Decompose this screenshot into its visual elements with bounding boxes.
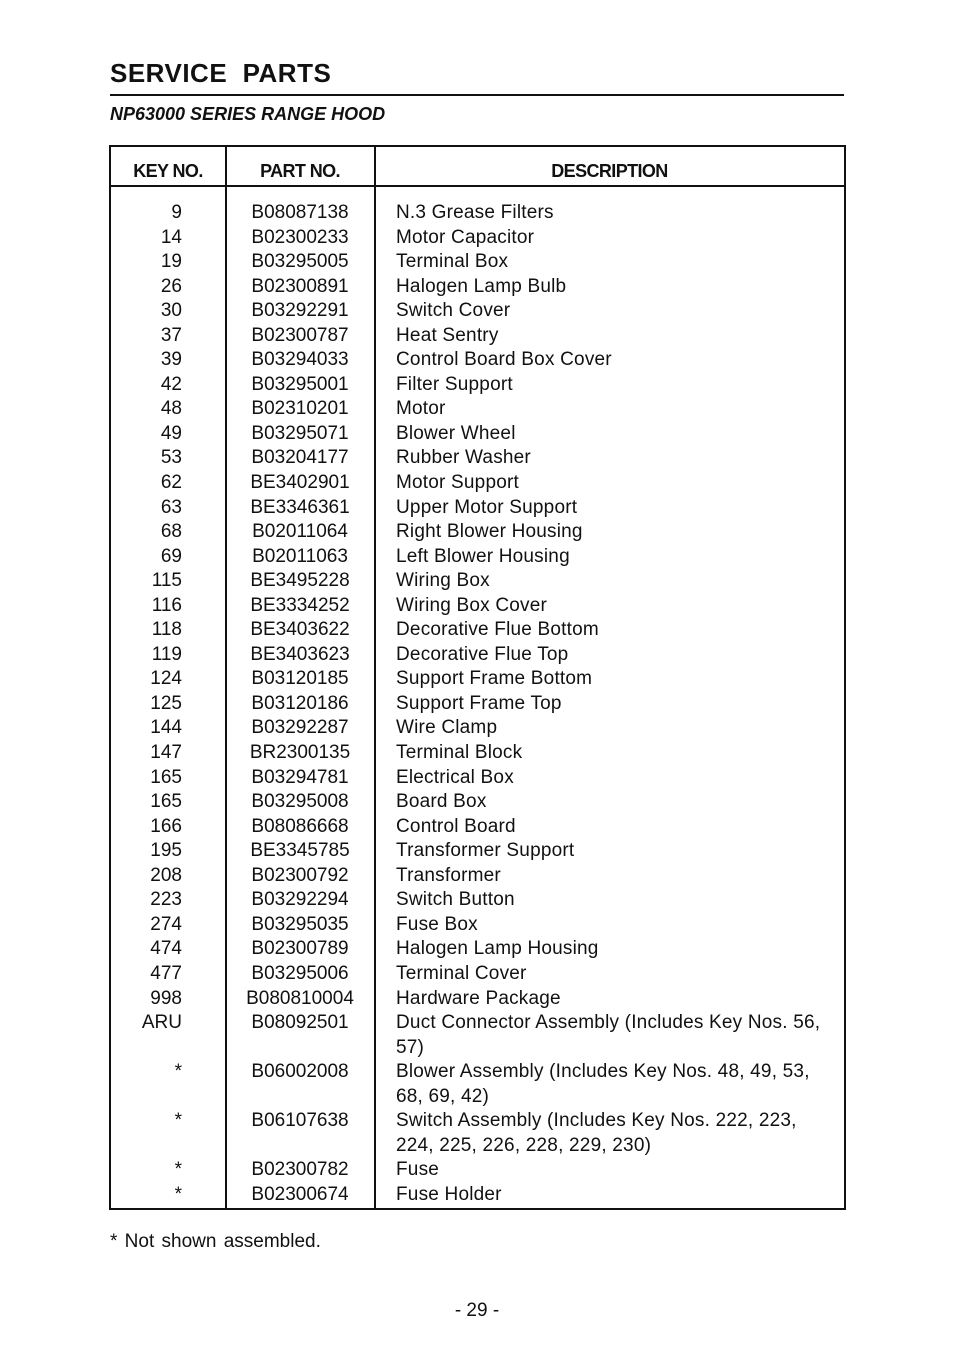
- part-no-cell: B03204177: [251, 447, 349, 469]
- table-row: [111, 496, 844, 521]
- key-no-cell: 166: [150, 815, 182, 837]
- key-no-cell: 53: [160, 447, 182, 469]
- part-no-cell: BE3495228: [250, 570, 350, 592]
- table-row: [111, 643, 844, 668]
- key-no-cell: 474: [150, 938, 182, 960]
- part-no-cell: B03294033: [251, 349, 349, 371]
- description-cell: Fuse: [396, 1159, 440, 1181]
- part-no-cell: B03292291: [251, 300, 349, 322]
- key-no-cell: 165: [150, 766, 182, 788]
- key-no-cell: 208: [150, 864, 182, 886]
- key-no-cell: 223: [150, 889, 182, 911]
- title-divider: [110, 94, 844, 96]
- part-no-cell: B02300891: [251, 275, 349, 297]
- key-no-cell: 9: [171, 202, 182, 223]
- description-cell: Halogen Lamp Bulb: [396, 275, 567, 297]
- table-row: [111, 716, 844, 741]
- table-row: [111, 471, 844, 496]
- table-row: [111, 275, 844, 300]
- description-cell: Transformer Support: [396, 840, 575, 862]
- page-number: - 29 -: [454, 1300, 500, 1321]
- table-row: [111, 937, 844, 962]
- description-cell: Support Frame Top: [396, 692, 562, 714]
- description-cell: Right Blower Housing: [396, 521, 583, 543]
- table-row: [111, 1060, 844, 1109]
- key-no-cell: 48: [160, 398, 182, 420]
- key-no-cell: 124: [150, 668, 182, 690]
- column-header-part-no: PART NO.: [260, 161, 340, 181]
- description-cell: Decorative Flue Top: [396, 643, 569, 665]
- description-cell: Switch Assembly (Includes Key Nos. 222, 223, 224, 225, 226, 228, 229, 230): [396, 1110, 797, 1156]
- key-no-cell: *: [174, 1061, 182, 1083]
- table-row: [111, 815, 844, 840]
- table-row: [111, 1011, 844, 1060]
- description-cell: Terminal Block: [396, 742, 523, 764]
- table-row: [111, 962, 844, 987]
- key-no-cell: 37: [160, 324, 182, 346]
- table-row: [111, 618, 844, 643]
- description-cell: Duct Connector Assembly (Includes Key Nos. 56, 57): [396, 1012, 821, 1058]
- part-no-cell: BE3403622: [250, 619, 350, 641]
- key-no-cell: 26: [160, 275, 182, 297]
- description-cell: Wire Clamp: [396, 717, 498, 739]
- table-row: [111, 201, 844, 226]
- key-no-cell: 477: [150, 962, 182, 984]
- table-row: [111, 324, 844, 349]
- part-no-cell: B08087138: [251, 202, 349, 223]
- description-cell: Blower Assembly (Includes Key Nos. 48, 49, 53, 68, 69, 42): [396, 1061, 810, 1107]
- description-cell: Halogen Lamp Housing: [396, 938, 599, 960]
- part-no-cell: B02300787: [251, 324, 349, 346]
- part-no-cell: B02300674: [251, 1183, 349, 1205]
- table-row: [111, 987, 844, 1012]
- table-row: [111, 692, 844, 717]
- table-row: [111, 667, 844, 692]
- key-no-cell: 69: [160, 545, 182, 567]
- table-row: [111, 1183, 844, 1208]
- page-title: SERVICE PARTS: [110, 58, 332, 88]
- key-no-cell: 68: [160, 521, 182, 543]
- description-cell: Decorative Flue Bottom: [396, 619, 599, 641]
- description-cell: N.3 Grease Filters: [396, 202, 554, 223]
- service-parts-table: [109, 145, 846, 1210]
- table-row: [111, 250, 844, 275]
- key-no-cell: 118: [151, 619, 182, 641]
- part-no-cell: B02310201: [251, 398, 349, 420]
- description-cell: Control Board: [396, 815, 516, 837]
- part-no-cell: BR2300135: [249, 742, 351, 764]
- part-no-cell: BE3345785: [250, 840, 350, 862]
- table-row: [111, 1109, 844, 1158]
- key-no-cell: 42: [160, 373, 182, 395]
- part-no-cell: B06107638: [251, 1110, 349, 1132]
- description-cell: Hardware Package: [396, 987, 561, 1009]
- column-header-description: DESCRIPTION: [551, 161, 668, 181]
- table-body: [111, 201, 844, 1207]
- part-no-cell: B03295005: [251, 251, 349, 273]
- table-row: [111, 594, 844, 619]
- description-cell: Wiring Box: [396, 570, 490, 592]
- part-no-cell: BE3346361: [250, 496, 350, 518]
- table-row: [111, 520, 844, 545]
- key-no-cell: 147: [150, 742, 182, 764]
- table-row: [111, 422, 844, 447]
- description-cell: Transformer: [396, 864, 501, 886]
- table-row: [111, 741, 844, 766]
- table-row: [111, 839, 844, 864]
- description-cell: Wiring Box Cover: [396, 594, 548, 616]
- part-no-cell: B06002008: [251, 1061, 349, 1083]
- key-no-cell: 144: [150, 717, 182, 739]
- table-row: [111, 569, 844, 594]
- footnote: * Not shown assembled.: [110, 1231, 321, 1252]
- table-row: [111, 790, 844, 815]
- part-no-cell: B02011063: [252, 545, 348, 567]
- part-no-cell: B08086668: [251, 815, 349, 837]
- part-no-cell: B03120185: [251, 668, 349, 690]
- table-row: [111, 397, 844, 422]
- description-cell: Terminal Cover: [396, 962, 527, 984]
- part-no-cell: B03120186: [251, 692, 349, 714]
- key-no-cell: 119: [151, 643, 182, 665]
- table-row: [111, 913, 844, 938]
- document-subtitle: NP63000 SERIES RANGE HOOD: [110, 104, 386, 124]
- part-no-cell: B02300233: [251, 226, 349, 248]
- part-no-cell: B08092501: [251, 1012, 349, 1034]
- description-cell: Switch Cover: [396, 300, 511, 322]
- key-no-cell: 998: [150, 987, 182, 1009]
- key-no-cell: *: [174, 1159, 182, 1181]
- description-cell: Filter Support: [396, 373, 513, 395]
- key-no-cell: 62: [160, 472, 182, 494]
- part-no-cell: B02300792: [251, 864, 349, 886]
- description-cell: Switch Button: [396, 889, 515, 911]
- key-no-cell: 39: [160, 349, 182, 371]
- key-no-cell: *: [174, 1110, 182, 1132]
- key-no-cell: 116: [151, 594, 182, 616]
- part-no-cell: B03294781: [251, 766, 349, 788]
- part-no-cell: B02011064: [252, 521, 348, 543]
- description-cell: Blower Wheel: [396, 422, 516, 444]
- key-no-cell: 195: [150, 840, 182, 862]
- part-no-cell: B03292287: [251, 717, 349, 739]
- description-cell: Fuse Box: [396, 913, 478, 935]
- table-row: [111, 373, 844, 398]
- part-no-cell: B03295008: [251, 791, 349, 813]
- table-row: [111, 545, 844, 570]
- table-row: [111, 766, 844, 791]
- key-no-cell: 49: [160, 422, 182, 444]
- description-cell: Motor Capacitor: [396, 226, 535, 248]
- part-no-cell: BE3402901: [250, 472, 350, 494]
- table-row: [111, 226, 844, 251]
- description-cell: Motor: [396, 398, 446, 420]
- description-cell: Control Board Box Cover: [396, 349, 612, 371]
- key-no-cell: 19: [160, 251, 182, 273]
- part-no-cell: B02300789: [251, 938, 349, 960]
- part-no-cell: BE3334252: [250, 594, 350, 616]
- part-no-cell: B080810004: [246, 987, 354, 1009]
- table-row: [111, 299, 844, 324]
- key-no-cell: 63: [160, 496, 182, 518]
- table-row: [111, 864, 844, 889]
- key-no-cell: 115: [151, 570, 182, 592]
- table-row: [111, 888, 844, 913]
- description-cell: Board Box: [396, 791, 487, 813]
- column-header-key-no: KEY NO.: [133, 161, 203, 181]
- description-cell: Rubber Washer: [396, 447, 531, 469]
- key-no-cell: 30: [160, 300, 182, 322]
- key-no-cell: 125: [150, 692, 182, 714]
- description-cell: Fuse Holder: [396, 1183, 502, 1205]
- table-row: [111, 1158, 844, 1183]
- description-cell: Electrical Box: [396, 766, 514, 788]
- part-no-cell: B02300782: [251, 1159, 349, 1181]
- part-no-cell: B03292294: [251, 889, 349, 911]
- description-cell: Support Frame Bottom: [396, 668, 593, 690]
- part-no-cell: BE3403623: [250, 643, 350, 665]
- part-no-cell: B03295071: [251, 422, 349, 444]
- table-row: [111, 446, 844, 471]
- header-divider: [111, 185, 844, 187]
- part-no-cell: B03295001: [251, 373, 349, 395]
- description-cell: Motor Support: [396, 472, 519, 494]
- table-row: [111, 348, 844, 373]
- key-no-cell: 14: [160, 226, 182, 248]
- key-no-cell: 165: [150, 791, 182, 813]
- key-no-cell: 274: [150, 913, 182, 935]
- key-no-cell: ARU: [141, 1012, 182, 1034]
- description-cell: Left Blower Housing: [396, 545, 570, 567]
- description-cell: Upper Motor Support: [396, 496, 578, 518]
- part-no-cell: B03295035: [251, 913, 349, 935]
- part-no-cell: B03295006: [251, 962, 349, 984]
- key-no-cell: *: [174, 1183, 182, 1205]
- description-cell: Heat Sentry: [396, 324, 499, 346]
- description-cell: Terminal Box: [396, 251, 509, 273]
